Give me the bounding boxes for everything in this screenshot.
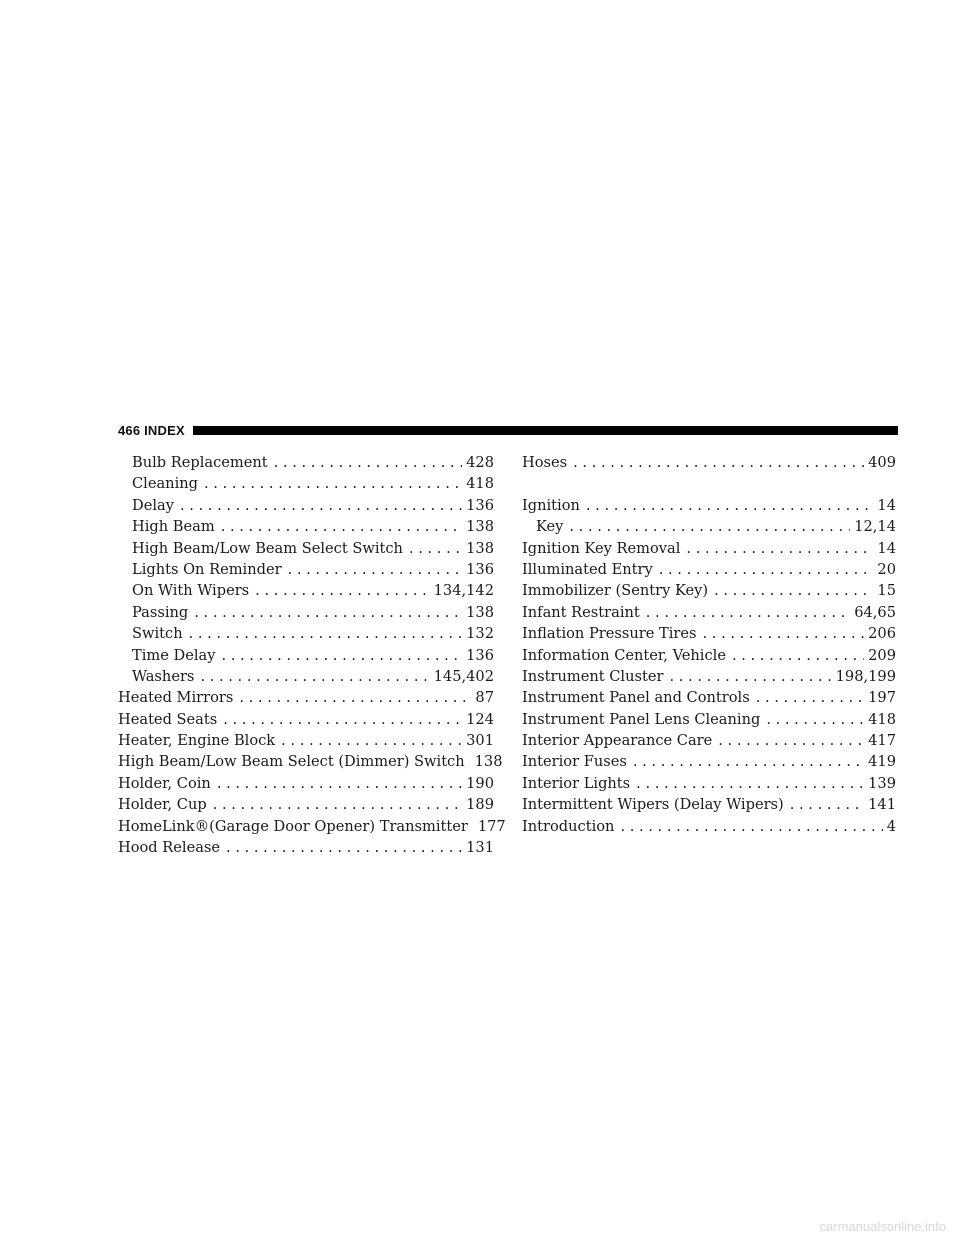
index-page-ref: 87 [475,689,494,707]
index-page-ref: 4 [886,817,896,835]
index-column-left [118,452,506,858]
index-page-ref: 139 [868,774,896,792]
index-page-ref: 138 [474,753,503,771]
index-entry [118,730,494,751]
index-page-ref: 301 [466,732,494,750]
dot-leader [569,516,850,537]
index-subentry [118,473,494,494]
index-page-ref: 134,142 [433,582,494,600]
index-term: Instrument Cluster [522,667,664,685]
index-page-ref: 145,402 [433,667,494,685]
index-term: Interior Fuses [522,753,627,771]
index-page-ref: 136 [466,496,494,514]
index-term: Information Center, Vehicle [522,646,726,664]
index-page-ref: 209 [868,646,896,664]
index-page-ref: 189 [466,796,494,814]
index-page-ref: 12,14 [854,518,896,536]
index-term: Introduction [522,817,615,835]
index-term: Interior Lights [522,774,631,792]
page-number: 466 [118,422,141,438]
index-page-ref: 124 [466,710,494,728]
dot-leader [659,559,874,580]
index-subentry [118,452,494,473]
index-page-ref: 15 [877,582,896,600]
index-term: Intermittent Wipers (Delay Wipers) [522,796,784,814]
page-header-label [118,423,185,438]
index-term: High Beam/Low Beam Select (Dimmer) Switch [118,753,465,771]
dot-leader [239,687,471,708]
dot-leader [714,580,873,601]
index-term: Passing [132,603,189,621]
index-entry [522,730,896,751]
dot-leader [732,645,864,666]
index-term: Infant Restraint [522,603,640,621]
dot-leader [217,773,462,794]
dot-leader [686,538,873,559]
index-entry [522,602,896,623]
index-term: Immobilizer (Sentry Key) [522,582,709,600]
index-subentry [118,666,494,687]
index-entry [522,709,896,730]
index-page-ref: 136 [466,646,494,664]
index-term: Switch [132,625,183,643]
index-term: Instrument Panel Lens Cleaning [522,710,761,728]
index-page-ref: 136 [466,560,494,578]
index-term: Heater, Engine Block [118,732,276,750]
index-subentry [118,538,494,559]
index-term: Bulb Replacement [132,454,268,471]
index-term: High Beam [132,518,215,536]
dot-leader [221,645,462,666]
index-subentry [522,516,896,537]
dot-leader [288,559,463,580]
index-term: Holder, Cup [118,796,207,814]
dot-leader [646,602,850,623]
index-entry [522,687,896,708]
watermark: carmanualsonline.info [819,1219,946,1234]
dot-leader [204,473,462,494]
index-term: Ignition [522,496,580,514]
index-term: Hoses [522,454,568,471]
index-entry [522,559,896,580]
index-term: Delay [132,496,174,514]
dot-leader [221,516,462,537]
dot-leader [180,495,462,516]
index-entry [522,623,896,644]
index-page-ref: 419 [868,753,896,771]
index-column-right [522,452,896,837]
index-page-ref: 418 [466,475,494,493]
header-rule [193,426,898,435]
index-page-ref: 417 [868,732,896,750]
dot-leader [573,452,864,473]
dot-leader [274,452,462,473]
index-entry [522,751,896,772]
dot-leader [226,837,462,858]
index-page-ref: 177 [477,817,506,835]
index-term: Illuminated Entry [522,560,653,578]
index-entry [522,773,896,794]
dot-leader [409,538,462,559]
dot-leader [213,794,462,815]
index-term: Heated Seats [118,710,218,728]
index-page-ref: 190 [466,774,494,792]
index-term: Hood Release [118,839,221,857]
index-term: High Beam/Low Beam Select Switch [132,539,403,557]
index-page-ref: 64,65 [854,603,896,621]
index-entry [118,837,494,858]
index-page-ref: 418 [868,710,896,728]
index-page-ref: 132 [466,625,494,643]
index-page-ref: 141 [868,796,896,814]
index-page-ref: 138 [466,518,494,536]
dot-leader [718,730,864,751]
index-term: Ignition Key Removal [522,539,681,557]
index-term: Key [536,518,564,536]
index-term: Cleaning [132,475,198,493]
index-page-ref: 20 [877,560,896,578]
index-subentry [118,559,494,580]
dot-leader [200,666,429,687]
index-term: Washers [132,667,195,685]
index-term: HomeLink®(Garage Door Opener) Transmitter [118,817,468,835]
index-entry [118,773,494,794]
index-entry [522,452,896,473]
index-page-ref: 197 [868,689,896,707]
index-term: Heated Mirrors [118,689,234,707]
index-entry [118,751,503,772]
dot-leader [586,495,874,516]
index-entry [522,645,896,666]
dot-leader [620,816,882,837]
index-spacer [522,473,896,494]
page-header [118,421,898,439]
index-page-ref: 409 [868,454,896,471]
index-page-ref: 198,199 [835,667,896,685]
index-subentry [118,602,494,623]
index-entry [118,816,506,837]
index-page-ref: 14 [877,539,896,557]
index-subentry [118,516,494,537]
dot-leader [255,580,429,601]
dot-leader [636,773,864,794]
dot-leader [766,709,864,730]
dot-leader [223,709,462,730]
dot-leader [194,602,462,623]
dot-leader [669,666,831,687]
index-term: On With Wipers [132,582,250,600]
index-term: Interior Appearance Care [522,732,713,750]
index-page-ref: 14 [877,496,896,514]
index-entry [522,816,896,837]
index-entry [522,495,896,516]
index-entry [522,580,896,601]
index-term: Instrument Panel and Controls [522,689,750,707]
index-subentry [118,495,494,516]
section-title: INDEX [144,422,185,438]
index-subentry [118,580,494,601]
index-entry [522,666,896,687]
index-term: Time Delay [132,646,216,664]
index-entry [522,794,896,815]
index-page-ref: 138 [466,603,494,621]
index-term: Inflation Pressure Tires [522,625,697,643]
dot-leader [633,751,864,772]
index-term: Lights On Reminder [132,560,282,578]
index-page-ref: 138 [466,539,494,557]
dot-leader [790,794,864,815]
index-page-ref: 206 [868,625,896,643]
index-page-ref: 131 [466,839,494,857]
index-entry [522,538,896,559]
index-entry [118,687,494,708]
index-subentry [118,623,494,644]
dot-leader [281,730,462,751]
index-page-ref: 428 [466,454,494,471]
index-entry [118,794,494,815]
dot-leader [756,687,864,708]
index-entry [118,709,494,730]
dot-leader [703,623,865,644]
dot-leader [189,623,463,644]
index-term: Holder, Coin [118,774,211,792]
index-subentry [118,645,494,666]
